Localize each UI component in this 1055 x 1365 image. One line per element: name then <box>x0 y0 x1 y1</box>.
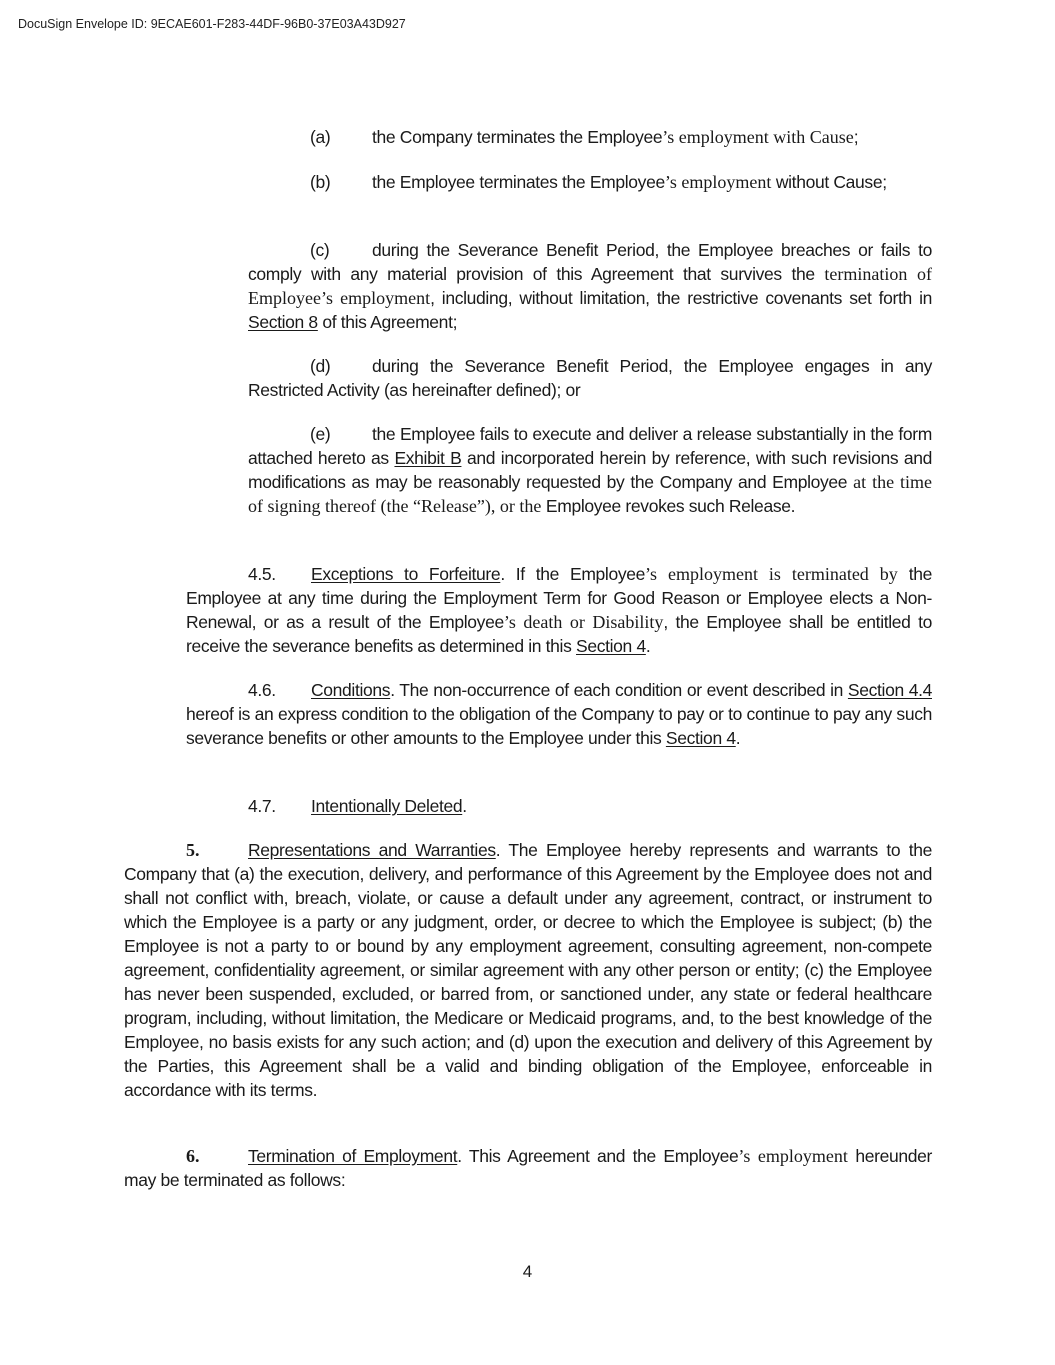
clause-c-text-serif: termination of Employee’s employment <box>248 264 932 308</box>
clause-e-end: Employee revokes such Release. <box>541 496 796 516</box>
section-6 <box>124 1144 932 1192</box>
section-6-text: . This Agreement and the Employee <box>457 1146 739 1166</box>
page-number: 4 <box>522 1262 533 1281</box>
section-4-5-text-serif-2: ’s death or Disability <box>503 612 664 632</box>
section-4-6-end: . <box>735 728 741 748</box>
clause-a-label: (a) <box>310 127 331 147</box>
section-4-link[interactable]: Section 4 <box>576 636 646 656</box>
section-4-5-text-3: , the Employee shall be entitled to receive the severance benefits as determined in this <box>186 612 932 656</box>
section-4-5-text: . If the Employee <box>500 564 646 584</box>
section-8-link[interactable]: Section 8 <box>248 312 318 332</box>
section-4-5-text-serif: ’s employment is terminated by <box>645 564 898 584</box>
clause-b <box>248 170 932 194</box>
section-6-end: hereunder may be terminated as follows: <box>124 1146 932 1190</box>
clause-e <box>248 422 932 518</box>
clause-e-text-2: and incorporated herein by reference, with such revisions and modifications as may be reasonably requested by the Company and Employee <box>248 448 932 492</box>
section-4-6-number: 4.6. <box>248 680 276 700</box>
section-5 <box>124 838 932 1102</box>
clause-d <box>248 354 932 402</box>
clause-c-label: (c) <box>310 240 330 260</box>
section-4-5-end: . <box>645 636 651 656</box>
clause-a <box>248 125 932 149</box>
section-4-link-2[interactable]: Section 4 <box>665 728 736 748</box>
section-4-4-link[interactable]: Section 4.4 <box>847 680 932 700</box>
clause-b-text-serif: ’s employment <box>664 172 772 192</box>
section-4-6-text: . The non-occurrence of each condition or event described in <box>390 680 848 700</box>
clause-c-text: during the Severance Benefit Period, the Employee breaches or fails to comply with any material provision of this Agreement that survives the <box>248 240 932 284</box>
clause-b-text: the Employee terminates the Employee <box>372 172 665 192</box>
section-4-7-end: . <box>462 796 467 816</box>
section-4-5-heading: Exceptions to Forfeiture <box>311 564 501 584</box>
clause-e-text-serif: at the time of signing thereof (the “Release”), or the <box>248 472 932 516</box>
clause-c-end: of this Agreement; <box>317 312 458 332</box>
clause-b-label: (b) <box>310 172 331 192</box>
section-6-text-serif: ’s employment <box>738 1146 848 1166</box>
exhibit-b-link[interactable]: Exhibit B <box>394 448 462 468</box>
section-4-5-number: 4.5. <box>248 564 276 584</box>
section-5-heading: Representations and Warranties <box>248 840 496 860</box>
clause-e-text: the Employee fails to execute and deliver a release substantially in the form attached hereto as <box>248 424 932 468</box>
section-4-7-heading: Intentionally Deleted <box>311 796 463 816</box>
section-5-number: 5. <box>186 840 200 860</box>
section-6-heading: Termination of Employment <box>248 1146 458 1166</box>
section-4-6 <box>186 678 932 750</box>
clause-a-end: ; <box>853 127 859 147</box>
section-4-7 <box>186 794 932 818</box>
clause-c-text-2: , including, without limitation, the restrictive covenants set forth in <box>430 288 933 308</box>
clause-a-text: the Company terminates the Employee <box>372 127 663 147</box>
section-4-7-number: 4.7. <box>248 796 276 816</box>
section-4-5-text-2: the Employee at any time during the Employment Term for Good Reason or Employee elects a Non-Renewal, or as a result of the Employee <box>186 564 932 632</box>
section-4-5 <box>186 562 932 658</box>
clause-d-text: during the Severance Benefit Period, the Employee engages in any Restricted Activity (as hereinafter defined); or <box>248 356 932 400</box>
clause-e-label: (e) <box>310 424 331 444</box>
clause-d-label: (d) <box>310 356 331 376</box>
clause-b-end: without Cause; <box>771 172 887 192</box>
section-4-6-text-2: hereof is an express condition to the obligation of the Company to pay or to continue to pay any such severance benefits or other amounts to the Employee under this <box>186 704 932 748</box>
section-6-number: 6. <box>186 1146 200 1166</box>
section-4-6-heading: Conditions <box>311 680 391 700</box>
clause-c <box>248 238 932 334</box>
envelope-id: DocuSign Envelope ID: 9ECAE601-F283-44DF-96B0-37E03A43D927 <box>18 17 406 31</box>
clause-a-text-serif: ’s employment with Cause <box>662 127 854 147</box>
section-5-text: . The Employee hereby represents and warrants to the Company that (a) the execution, delivery, and performance of this Agreement by the Employee does not and shall not conflict with, breach, violate, or cause a default under any agreement, contract, or instrument to which the Employee is a party or any judgment, order, or decree to which the Employee is subject; (b) the Employee is not a party to or bound by any employment agreement, consulting agreement, non-compete agreement, confidentiality agreement, or similar agreement with any other person or entity; (c) the Employee has never been suspended, excluded, or barred from, or sanctioned under, any state or federal healthcare program, including, without limitation, the Medicare or Medicaid programs, and, to the best knowledge of the Employee, no basis exists for any such action; and (d) upon the execution and delivery of this Agreement by the Parties, this Agreement shall be a valid and binding obligation of the Employee, enforceable in accordance with its terms. <box>124 840 932 1100</box>
